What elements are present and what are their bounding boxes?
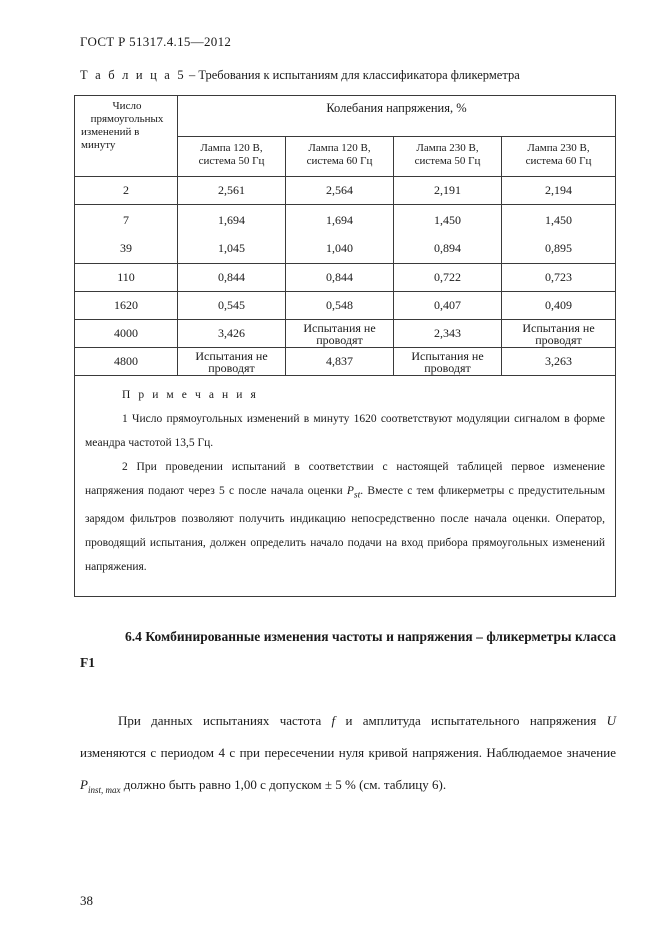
note-1: 1 Число прямоугольных изменений в минуту 1620 соответствуют модуляции сигналом в форме меандра частотой 13,5 Гц. [85, 413, 606, 449]
column-header-lamp-230-60: Лампа 230 В, система 60 Гц [502, 137, 616, 177]
notes-title: П р и м е ч а н и я [122, 389, 259, 401]
table-row: 7 39 1,694 1,045 1,694 1,040 1,450 0,894 1,450 0,895 [75, 205, 616, 264]
requirements-table [74, 95, 616, 597]
table-caption [80, 68, 520, 83]
table-row: 1620 0,545 0,548 0,407 0,409 [75, 292, 616, 320]
count-column-header: Число прямоугольных изменений в минуту [75, 96, 178, 177]
column-header-lamp-120-60: Лампа 120 В, система 60 Гц [286, 137, 394, 177]
table-row: 4000 3,426 Испытания не проводят 2,343 Испытания не проводят [75, 320, 616, 348]
column-header-lamp-230-50: Лампа 230 В, система 50 Гц [394, 137, 502, 177]
body-paragraph: При данных испытаниях частота f и амплитуда испытательного напряжения U изменяются с периодом 4 с при пересечении нуля кривой напряжения. Наблюдаемое значение $P_{inst, max}$ должно быть равно 1,00 с допуском ± 5 % (см. таблицу 6). [80, 713, 617, 795]
note-2: 2 При проведении испытаний в соответствии с настоящей таблицей первое изменение напряжения подают через 5 с после начала оценки $P_{st}$. Вместе с тем фликерметры с предустительным зарядом фильтров позволяют получить индикацию непосредственно после начала оценки. Оператор, проводящий испытания, должен определить начало подачи на вход прибора прямоугольных изменений напряжения. [85, 461, 606, 574]
section-heading: 6.4 Комбинированные изменения частоты и напряжения – фликерметры класса F1 [80, 629, 616, 670]
table-label: Т а б л и ц а 5 [80, 68, 186, 82]
table-row: 2 2,561 2,564 2,191 2,194 [75, 177, 616, 205]
table-row: 4800 Испытания не проводят 4,837 Испытания не проводят 3,263 [75, 348, 616, 376]
document-header: ГОСТ Р 51317.4.15—2012 [80, 34, 232, 49]
page-number: 38 [80, 893, 93, 908]
table-row: 110 0,844 0,844 0,722 0,723 [75, 264, 616, 292]
voltage-fluctuation-header: Колебания напряжения, % [178, 96, 616, 137]
table-notes [75, 376, 616, 597]
column-header-lamp-120-50: Лампа 120 В, система 50 Гц [178, 137, 286, 177]
table-title: – Требования к испытаниям для классификатора фликерметра [185, 68, 520, 82]
